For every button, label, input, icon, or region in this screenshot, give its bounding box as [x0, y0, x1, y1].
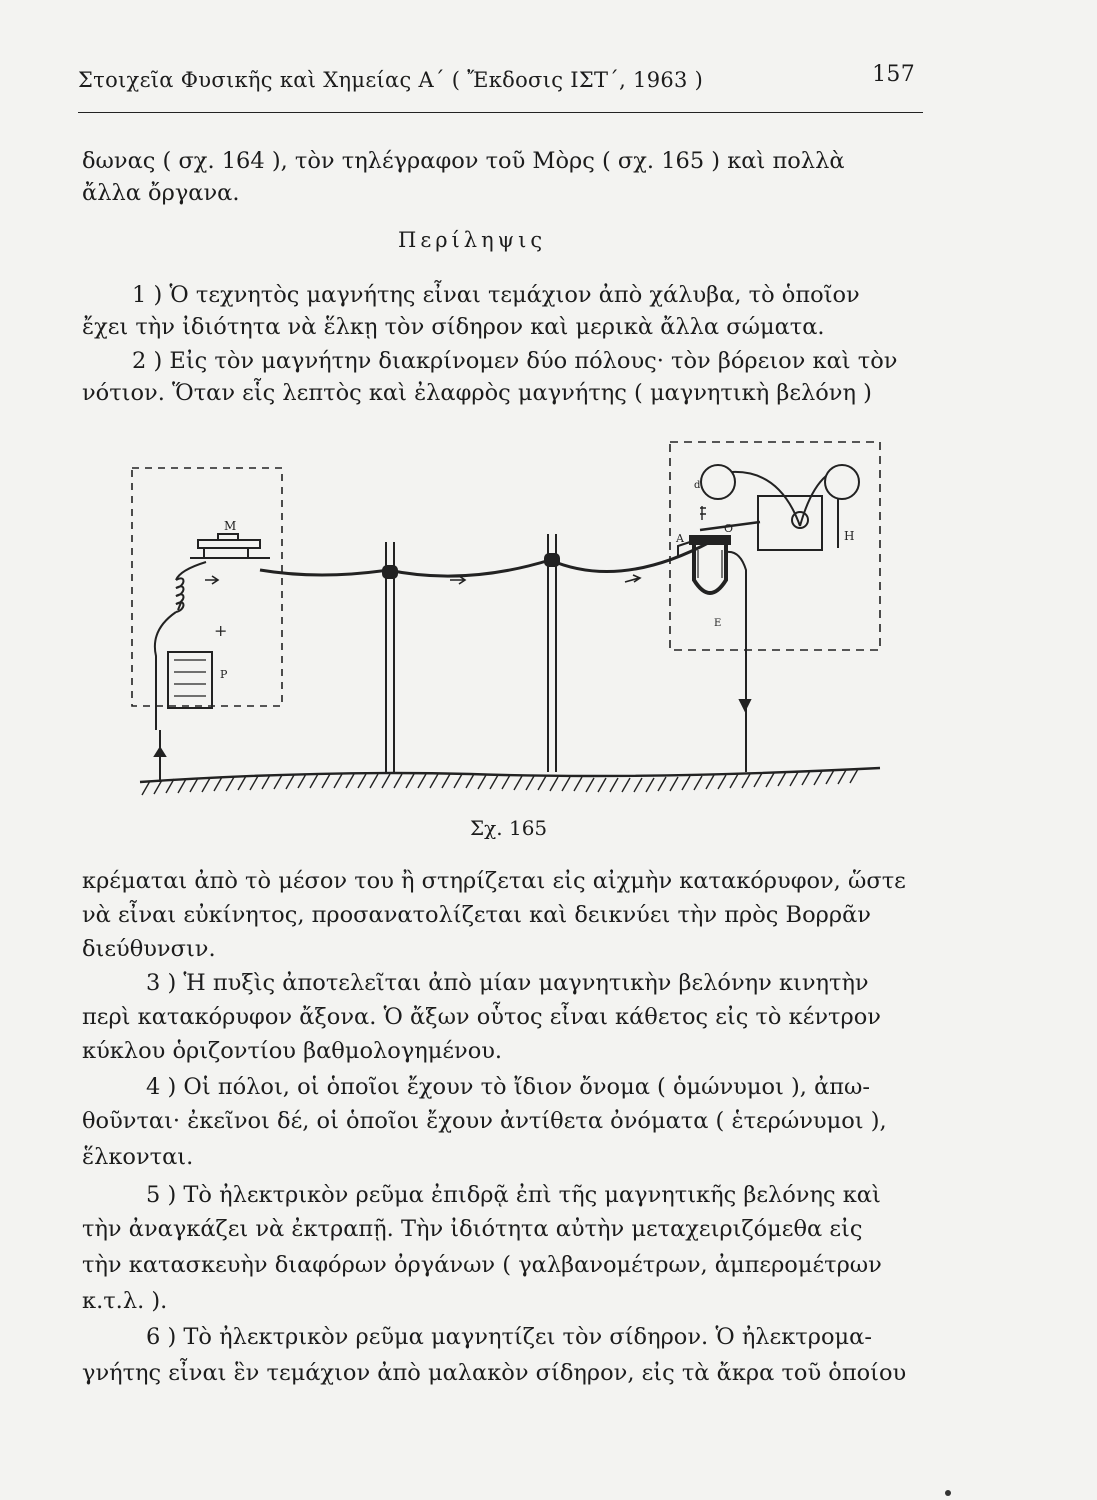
pole — [545, 534, 559, 772]
label-O: O — [724, 522, 734, 535]
telegraph-key — [190, 519, 270, 558]
current-arrow — [155, 748, 165, 756]
text-line: 6 ) Τὸ ἠλεκτρικὸν ρεῦμα μαγνητίζει τὸν σίδηρον. Ὁ ἠλεκτρομα- — [146, 1324, 872, 1350]
text-line: κ.τ.λ. ). — [82, 1288, 168, 1314]
label-E: E — [714, 618, 722, 629]
text-line: θοῦνται· ἐκεῖνοι δέ, οἱ ὁποῖοι ἔχουν ἀντίθετα ὀνόματα ( ἑτερώνυμοι ), — [82, 1108, 887, 1134]
text-line: δωνας ( σχ. 164 ), τὸν τηλέγραφον τοῦ Μὸρς ( σχ. 165 ) καὶ πολλὰ — [82, 148, 845, 174]
label-M: M — [224, 519, 237, 533]
battery — [168, 652, 228, 708]
text-line: κρέμαται ἀπὸ τὸ μέσον του ἢ στηρίζεται εἰς αἰχμὴν κατακόρυφον, ὥστε — [82, 868, 906, 894]
text-line: 5 ) Τὸ ἠλεκτρικὸν ρεῦμα ἐπιδρᾷ ἐπὶ τῆς μαγνητικῆς βελόνης καὶ — [146, 1182, 881, 1208]
text-line: νότιον. Ὅταν εἷς λεπτὸς καὶ ἐλαφρὸς μαγνήτης ( μαγνητικὴ βελόνη ) — [82, 380, 872, 406]
ink-dot — [945, 1490, 951, 1496]
sender-station-box — [132, 468, 282, 706]
telegraph-diagram — [120, 430, 890, 820]
text-line: κύκλου ὁριζοντίου βαθμολογημένου. — [82, 1038, 503, 1064]
paper-reel — [825, 465, 859, 499]
battery-lead — [155, 612, 176, 730]
ground — [140, 768, 880, 795]
text-line: ἕλκονται. — [82, 1144, 194, 1170]
text-line: ἔχει τὴν ἰδιότητα νὰ ἕλκῃ τὸν σίδηρον καὶ μερικὰ ἄλλα σώματα. — [82, 314, 825, 340]
pole — [383, 542, 397, 774]
ground-wire — [726, 552, 746, 772]
text-line: γνήτης εἶναι ἓν τεμάχιον ἀπὸ μαλακὸν σίδηρον, εἰς τὰ ἄκρα τοῦ ὁποίου — [82, 1360, 907, 1386]
text-line: περὶ κατακόρυφον ἄξονα. Ὁ ἄξων οὗτος εἶναι κάθετος εἰς τὸ κέντρον — [82, 1004, 881, 1030]
label-P: P — [220, 668, 228, 681]
line-wire — [260, 542, 710, 576]
text-line: ἄλλα ὄργανα. — [82, 180, 240, 206]
text-line: διεύθυνσιν. — [82, 936, 216, 962]
text-line: τὴν κατασκευὴν διαφόρων ὀργάνων ( γαλβανομέτρων, ἀμπερομέτρων — [82, 1252, 882, 1278]
text-line: 3 ) Ἡ πυξὶς ἀποτελεῖται ἀπὸ μίαν μαγνητικὴν βελόνην κινητὴν — [146, 970, 869, 996]
text-line: νὰ εἶναι εὐκίνητος, προσανατολίζεται καὶ δεικνύει τὴν πρὸς Βορρᾶν — [82, 902, 871, 928]
text-line: τὴν ἀναγκάζει νὰ ἐκτραπῇ. Τὴν ἰδιότητα αὐτὴν μεταχειριζόμεθα εἰς — [82, 1216, 863, 1242]
text-line: 2 ) Εἰς τὸν μαγνήτην διακρίνομεν δύο πόλους· τὸν βόρειον καὶ τὸν — [132, 348, 898, 374]
label-A: A — [676, 532, 684, 545]
label-plus: + — [214, 621, 228, 640]
running-header — [78, 62, 923, 98]
header-rule — [78, 112, 923, 113]
header-title: Στοιχεῖα Φυσικῆς καὶ Χημείας Α΄ ( Ἔκδοσις ΙΣΤ΄, 1963 ) — [78, 68, 704, 92]
electromagnet-u — [694, 544, 726, 593]
figure-caption: Σχ. 165 — [470, 816, 548, 840]
text-line: 1 ) Ὁ τεχνητὸς μαγνήτης εἶναι τεμάχιον ἀπὸ χάλυβα, τὸ ὁποῖον — [132, 282, 860, 308]
summary-heading: Περίληψις — [398, 228, 547, 252]
label-H: H — [844, 529, 855, 543]
electromagnet-top — [690, 536, 730, 544]
label-d: d — [694, 480, 701, 491]
page-number: 157 — [872, 62, 915, 87]
text-line: 4 ) Οἱ πόλοι, οἱ ὁποῖοι ἔχουν τὸ ἴδιον ὄνομα ( ὁμώνυμοι ), ἀπω- — [146, 1074, 870, 1100]
paper-reel — [701, 465, 735, 499]
